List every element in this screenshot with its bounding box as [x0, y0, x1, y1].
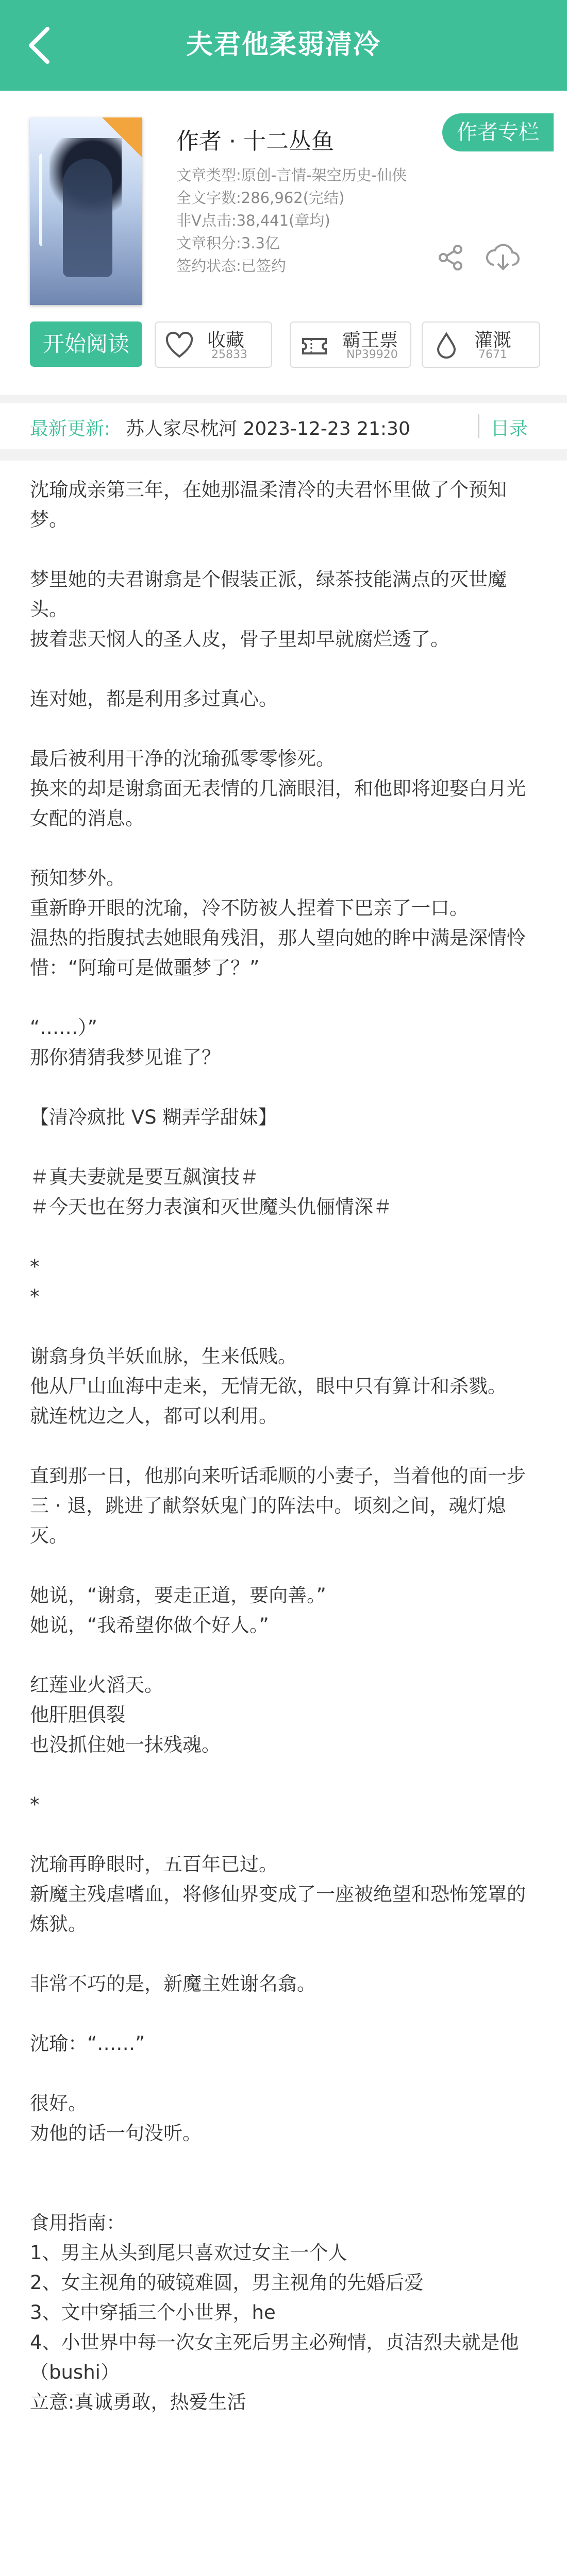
description-line: 就连枕边之人，都可以利用。 — [30, 1405, 278, 1427]
author-name[interactable]: 作者 · 十二丛鱼 — [176, 128, 334, 155]
description-line: 她说，“谢翕，要走正道，要向善。” — [30, 1584, 326, 1606]
description-line — [30, 2059, 540, 2089]
description-line — [30, 1939, 540, 1969]
overlord-ticket-count: NP39920 — [346, 348, 398, 361]
description-line: 4、小世界中每一次女主死后男主必殉情，贞洁烈夫就是他（bushi） — [30, 2331, 519, 2383]
description-line: 他从尸山血海中走来，无情无欲，眼中只有算计和杀戮。 — [30, 1375, 507, 1397]
description-line — [30, 1640, 540, 1670]
description-line — [30, 1222, 540, 1252]
book-info-panel — [0, 91, 567, 317]
overlord-ticket-label: 霸王票 — [342, 330, 398, 351]
favorite-button[interactable] — [155, 321, 272, 368]
description-line: 他肝胆俱裂 — [30, 1704, 125, 1726]
meta-genre: 文章类型:原创-言情-架空历史-仙侠 — [176, 166, 407, 184]
description-line: 直到那一日，他那向来听话乖顺的小妻子，当着他的面一步三 · 退，跳进了献祭妖鬼门的阵法中。顷刻之间，魂灯熄灭。 — [30, 1465, 526, 1547]
description-line: 非常不巧的是，新魔主姓谢名翕。 — [30, 1973, 316, 1995]
favorite-count: 25833 — [211, 348, 247, 361]
description-line: 3、文中穿插三个小世界，he — [30, 2301, 276, 2324]
description-line: 很好。 — [30, 2092, 87, 2114]
description-line: 梦里她的夫君谢翕是个假装正派，绿茶技能满点的灭世魔头。 — [30, 568, 507, 620]
irrigate-button[interactable] — [422, 321, 540, 368]
description-line: ＃真夫妻就是要互飙演技＃ — [30, 1166, 259, 1188]
description-line: 新魔主残虐嗜血，将修仙界变成了一座被绝望和恐怖笼罩的炼狱。 — [30, 1883, 526, 1935]
description-line — [30, 535, 540, 565]
ticket-icon — [299, 330, 330, 361]
book-cover-image[interactable] — [30, 117, 142, 305]
book-title: 夫君他柔弱清冷 — [186, 29, 381, 60]
description-line: 预知梦外。 — [30, 867, 125, 889]
meta-word-count: 全文字数:286,962(完结) — [176, 189, 345, 207]
meta-clicks: 非V点击:38,441(章均) — [176, 212, 330, 229]
description-line: * — [30, 1256, 40, 1278]
description-line — [30, 1431, 540, 1461]
description-line: 2、女主视角的破镜难圆，男主视角的先婚后爱 — [30, 2272, 424, 2294]
watering-icon — [431, 330, 462, 361]
description-line — [30, 1312, 540, 1342]
divider — [0, 449, 567, 461]
description-line: 温热的指腹拭去她眼角残泪，那人望向她的眸中满是深情怜惜：“阿瑜可是做噩梦了？” — [30, 927, 526, 979]
meta-contract-status: 签约状态:已签约 — [176, 257, 286, 275]
description-line: 也没抓住她一抹残魂。 — [30, 1734, 221, 1756]
description-line: 1、男主从头到尾只喜欢过女主一个人 — [30, 2242, 347, 2264]
divider — [0, 395, 567, 403]
latest-update-label: 最新更新: — [30, 418, 111, 439]
description-line: ＃今天也在努力表演和灭世魔头仇俪情深＃ — [30, 1196, 392, 1218]
description-line: 沈瑜成亲第三年，在她那温柔清冷的夫君怀里做了个预知梦。 — [30, 479, 507, 531]
description-line: * — [30, 1793, 40, 1816]
description-line — [30, 1073, 540, 1103]
favorite-label: 收藏 — [207, 330, 245, 351]
description-line — [30, 834, 540, 863]
heart-outline-icon — [164, 330, 195, 361]
description-line — [30, 1132, 540, 1162]
description-line: 重新睁开眼的沈瑜，冷不防被人捏着下巴亲了一口。 — [30, 897, 469, 919]
description-line — [30, 2148, 540, 2178]
author-column-button[interactable]: 作者专栏 — [442, 113, 554, 151]
description-line: * — [30, 1285, 40, 1308]
description-line: 红莲业火滔天。 — [30, 1674, 163, 1696]
overlord-ticket-button[interactable] — [290, 321, 411, 368]
description-line: “……）” — [30, 1016, 97, 1039]
description-line — [30, 1760, 540, 1790]
description-line — [30, 983, 540, 1013]
description-line: 【清冷疯批 VS 糊弄学甜妹】 — [30, 1106, 277, 1128]
latest-update-text[interactable]: 苏人家尽枕河 2023-12-23 21:30 — [126, 418, 410, 439]
description-line: 沈瑜：“……” — [30, 2032, 145, 2055]
description-line: 最后被利用干净的沈瑜孤零零惨死。 — [30, 748, 335, 770]
description-line — [30, 2178, 540, 2208]
book-description — [30, 475, 540, 2417]
latest-update-row[interactable] — [0, 403, 567, 449]
meta-score: 文章积分:3.3亿 — [176, 234, 280, 252]
divider — [478, 414, 479, 438]
description-line: 沈瑜再睁眼时，五百年已过。 — [30, 1853, 278, 1875]
description-line — [30, 714, 540, 744]
share-icon[interactable] — [436, 243, 465, 272]
description-line: 谢翕身负半妖血脉，生来低贱。 — [30, 1345, 297, 1367]
description-line: 那你猜猜我梦见谁了？ — [30, 1046, 221, 1069]
description-line: 劝他的话一句没听。 — [30, 2122, 202, 2144]
description-line: 连对她，都是利用多过真心。 — [30, 688, 278, 710]
description-line: 她说，“我希望你做个好人。” — [30, 1614, 269, 1636]
description-line: 换来的却是谢翕面无表情的几滴眼泪，和他即将迎娶白月光女配的消息。 — [30, 777, 526, 829]
description-line — [30, 654, 540, 684]
action-row — [0, 317, 567, 395]
table-of-contents-link[interactable]: 目录 — [491, 418, 528, 439]
irrigate-count: 7671 — [478, 348, 507, 361]
description-line — [30, 1551, 540, 1581]
description-line — [30, 1820, 540, 1850]
description-line: 立意:真诚勇敢，热爱生活 — [30, 2391, 246, 2413]
irrigate-label: 灌溉 — [474, 330, 512, 351]
description-line: 披着悲天悯人的圣人皮，骨子里却早就腐烂透了。 — [30, 628, 449, 650]
title-bar — [0, 0, 567, 91]
start-reading-button[interactable]: 开始阅读 — [30, 321, 142, 367]
description-line — [30, 1999, 540, 2029]
cloud-download-icon[interactable] — [485, 240, 522, 273]
description-line: 食用指南： — [30, 2212, 125, 2234]
